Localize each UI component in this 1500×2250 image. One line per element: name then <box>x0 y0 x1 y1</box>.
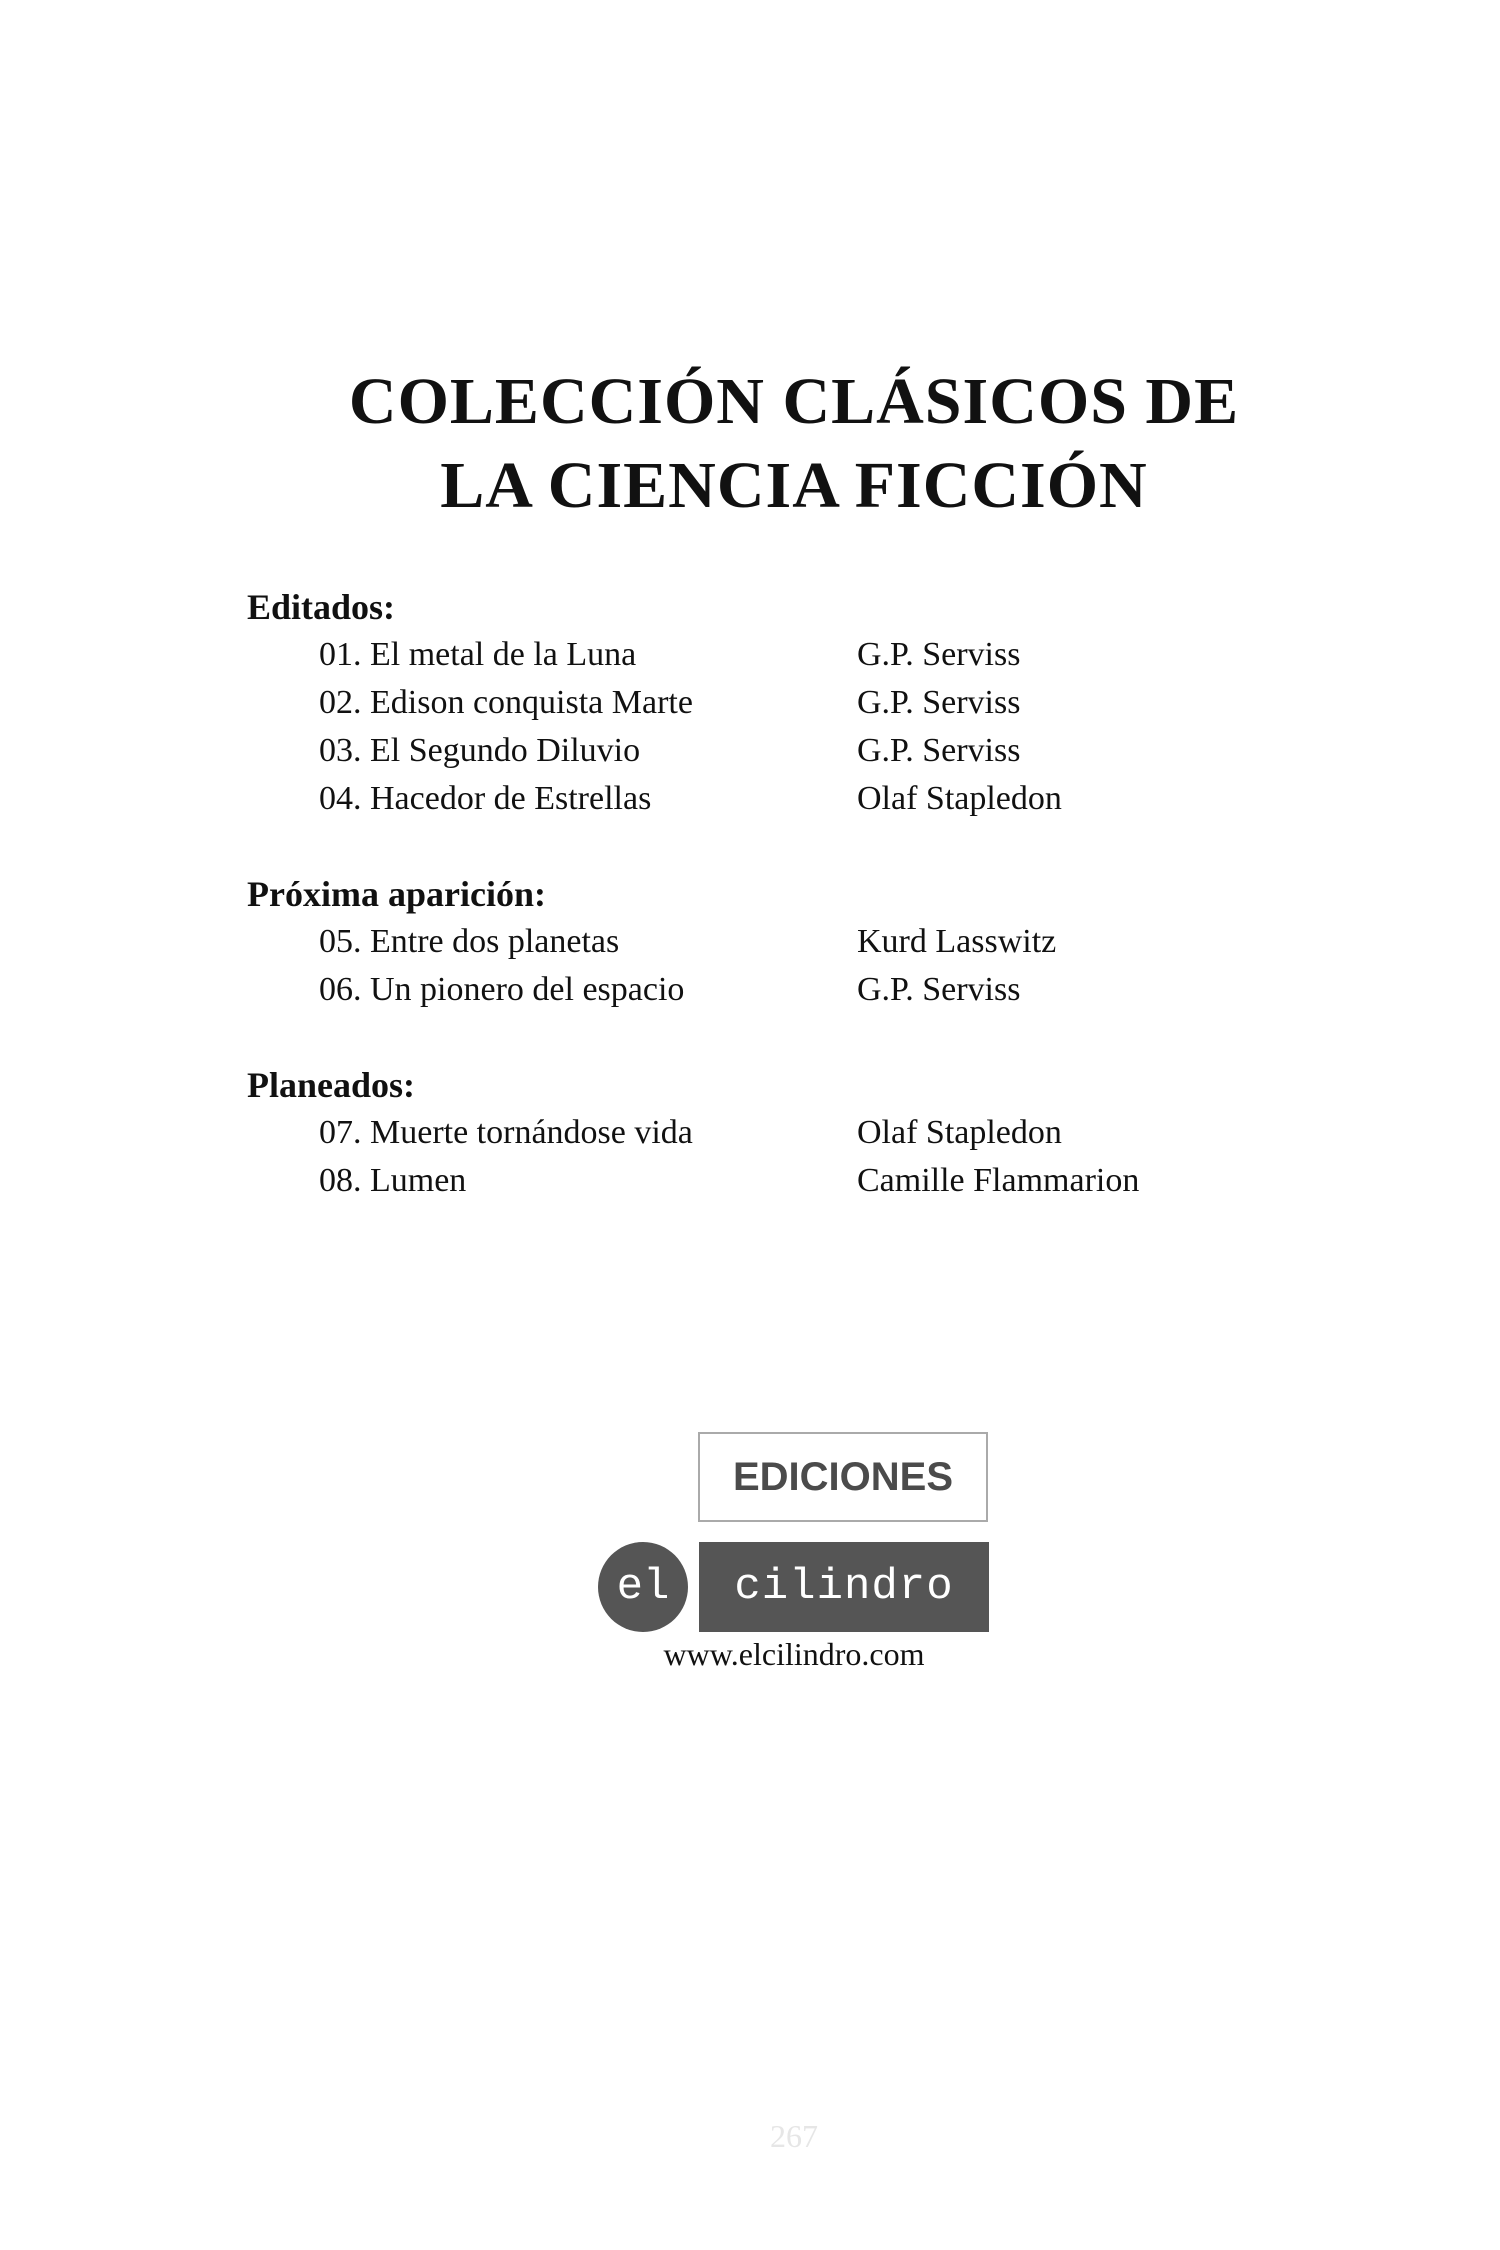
book-title: 06. Un pionero del espacio <box>319 971 685 1008</box>
book-title: 02. Edison conquista Marte <box>319 684 693 721</box>
list-item <box>247 631 1297 679</box>
list-item <box>247 1157 1297 1205</box>
catalog-list <box>247 583 1297 1252</box>
book-author: Kurd Lasswitz <box>857 923 1057 960</box>
page-title-line-2: LA CIENCIA FICCIÓN <box>440 449 1148 522</box>
publisher-logo <box>598 1432 990 1672</box>
publisher-url: www.elcilindro.com <box>663 1636 925 1672</box>
list-item <box>247 775 1297 823</box>
list-item <box>247 918 1297 966</box>
book-title: 08. Lumen <box>319 1162 467 1199</box>
section-heading: Planeados: <box>247 1065 416 1105</box>
logo-ediciones-label: EDICIONES <box>698 1432 988 1522</box>
section-heading: Editados: <box>247 587 396 627</box>
logo-el-circle: el <box>598 1542 688 1632</box>
book-author: G.P. Serviss <box>857 684 1021 721</box>
list-item <box>247 679 1297 727</box>
section-heading: Próxima aparición: <box>247 874 546 914</box>
list-item <box>247 966 1297 1014</box>
section-planeados <box>247 1061 1297 1205</box>
book-author: G.P. Serviss <box>857 636 1021 673</box>
page-title <box>0 360 1500 528</box>
book-author: G.P. Serviss <box>857 732 1021 769</box>
book-title: 04. Hacedor de Estrellas <box>319 780 652 817</box>
book-author: G.P. Serviss <box>857 971 1021 1008</box>
book-title: 07. Muerte tornándose vida <box>319 1114 693 1151</box>
book-author: Olaf Stapledon <box>857 780 1062 817</box>
book-title: 01. El metal de la Luna <box>319 636 637 673</box>
logo-cilindro-box: cilindro <box>699 1542 989 1632</box>
page-title-line-1: COLECCIÓN CLÁSICOS DE <box>348 365 1240 438</box>
page-number: 267 <box>770 2118 818 2154</box>
section-editados <box>247 583 1297 823</box>
book-title: 03. El Segundo Diluvio <box>319 732 641 769</box>
book-author: Olaf Stapledon <box>857 1114 1062 1151</box>
section-proxima-aparicion <box>247 870 1297 1014</box>
book-author: Camille Flammarion <box>857 1162 1140 1199</box>
list-item <box>247 727 1297 775</box>
book-title: 05. Entre dos planetas <box>319 923 620 960</box>
list-item <box>247 1109 1297 1157</box>
